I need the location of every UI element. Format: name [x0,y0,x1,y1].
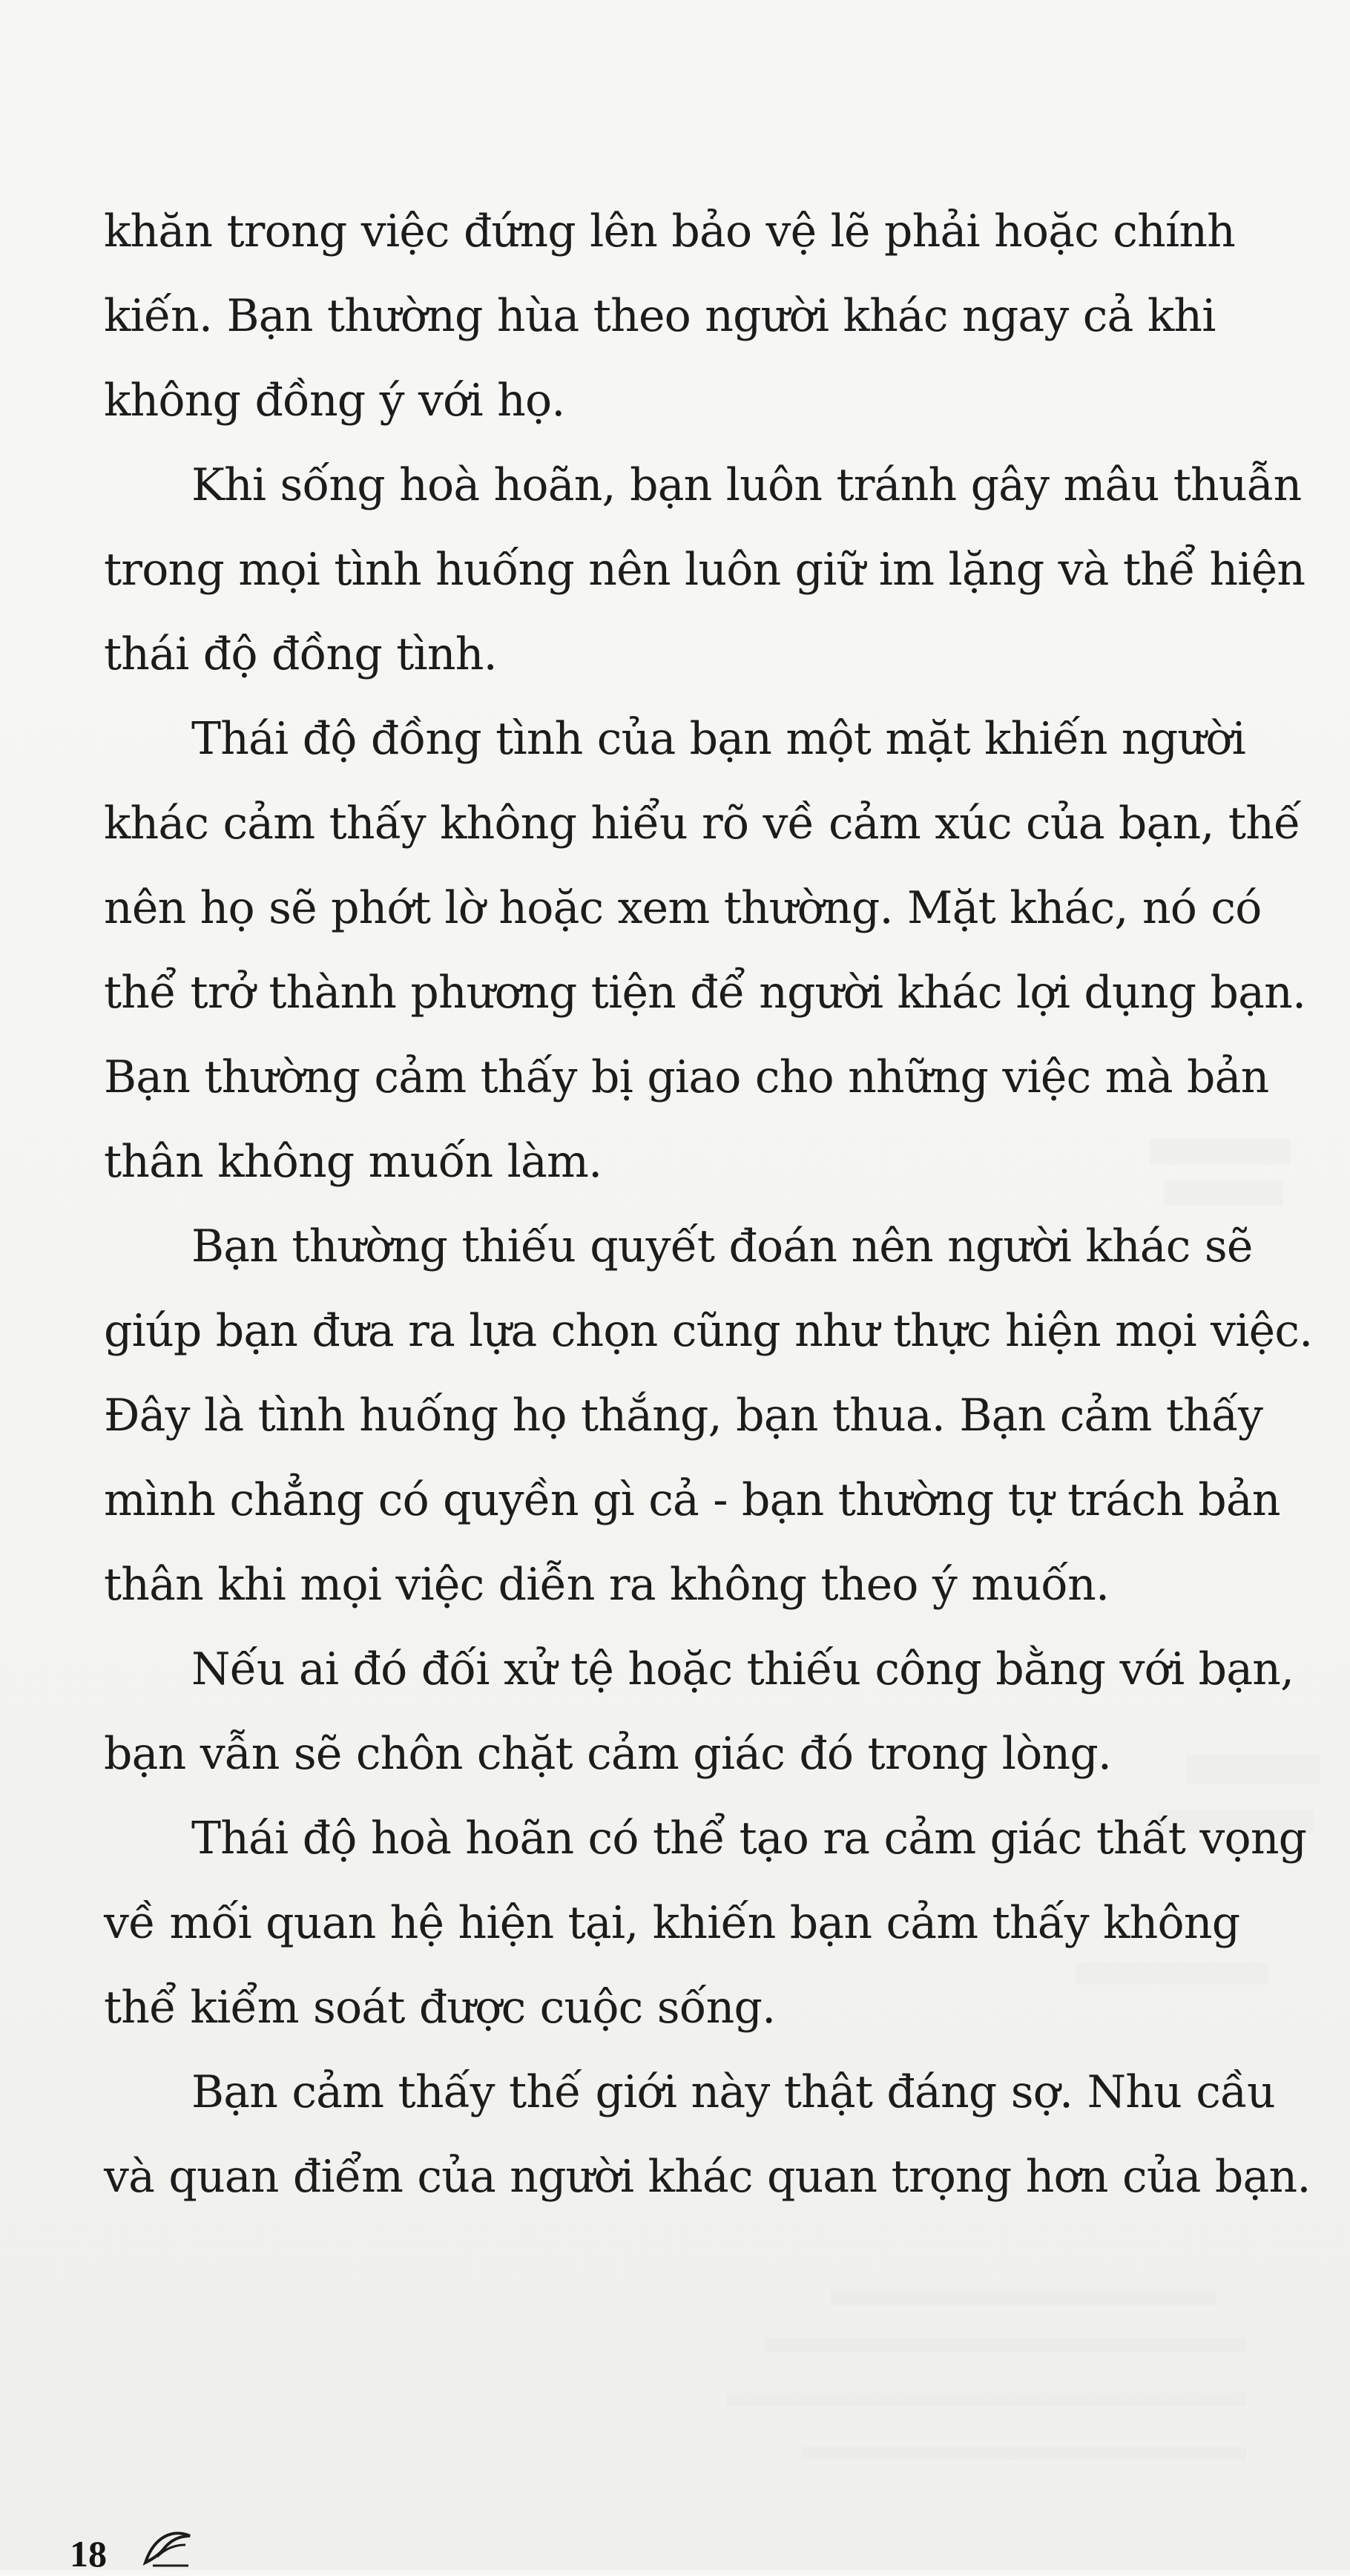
text-line: thân không muốn làm. [104,1136,602,1188]
paragraph [104,1204,1320,1627]
paragraph [104,2050,1320,2219]
text-line: mình chẳng có quyền gì cả - bạn thường tự trách bản [104,1474,1280,1526]
text-line: giúp bạn đưa ra lựa chọn cũng như thực hiện mọi việc. [104,1305,1313,1357]
text-line: về mối quan hệ hiện tại, khiến bạn cảm thấy không [104,1897,1240,1949]
text-line: và quan điểm của người khác quan trọng hơn của bạn. [104,2151,1311,2203]
text-line: bạn vẫn sẽ chôn chặt cảm giác đó trong lòng. [104,1728,1112,1780]
text-line: khăn trong việc đứng lên bảo vệ lẽ phải hoặc chính [104,206,1236,257]
text-line: Thái độ hoà hoãn có thể tạo ra cảm giác thất vọng [191,1813,1307,1864]
text-line: kiến. Bạn thường hùa theo người khác ngay cả khi [104,290,1216,342]
text-line: không đồng ý với họ. [104,375,565,427]
text-line: Bạn thường thiếu quyết đoán nên người khác sẽ [191,1220,1253,1272]
text-line: Bạn thường cảm thấy bị giao cho những việc mà bản [104,1051,1269,1103]
text-line: thể trở thành phương tiện để người khác lợi dụng bạn. [104,967,1306,1019]
page-number: 18 [70,2533,107,2575]
paragraph [104,189,1320,443]
text-line: thân khi mọi việc diễn ra không theo ý muốn. [104,1559,1110,1611]
text-line: trong mọi tình huống nên luôn giữ im lặng và thể hiện [104,544,1305,596]
text-line: thể kiểm soát được cuộc sống. [104,1982,776,2034]
paragraph [104,1627,1320,1796]
text-line: Khi sống hoà hoãn, bạn luôn tránh gây mâu thuẫn [191,459,1302,511]
paragraph [104,1796,1320,2050]
text-line: thái độ đồng tình. [104,628,497,680]
text-line: Đây là tình huống họ thắng, bạn thua. Bạn cảm thấy [104,1390,1263,1442]
decorative-ornament-icon [139,2523,196,2570]
text-line: nên họ sẽ phớt lờ hoặc xem thường. Mặt khác, nó có [104,882,1262,934]
text-line: Nếu ai đó đối xử tệ hoặc thiếu công bằng với bạn, [191,1643,1294,1695]
body-text [104,189,1320,2219]
text-line: Bạn cảm thấy thế giới này thật đáng sợ. Nhu cầu [191,2066,1275,2118]
paragraph [104,697,1320,1204]
paragraph [104,443,1320,697]
text-line: khác cảm thấy không hiểu rõ về cảm xúc của bạn, thế [104,798,1301,850]
text-line: Thái độ đồng tình của bạn một mặt khiến người [191,713,1246,765]
